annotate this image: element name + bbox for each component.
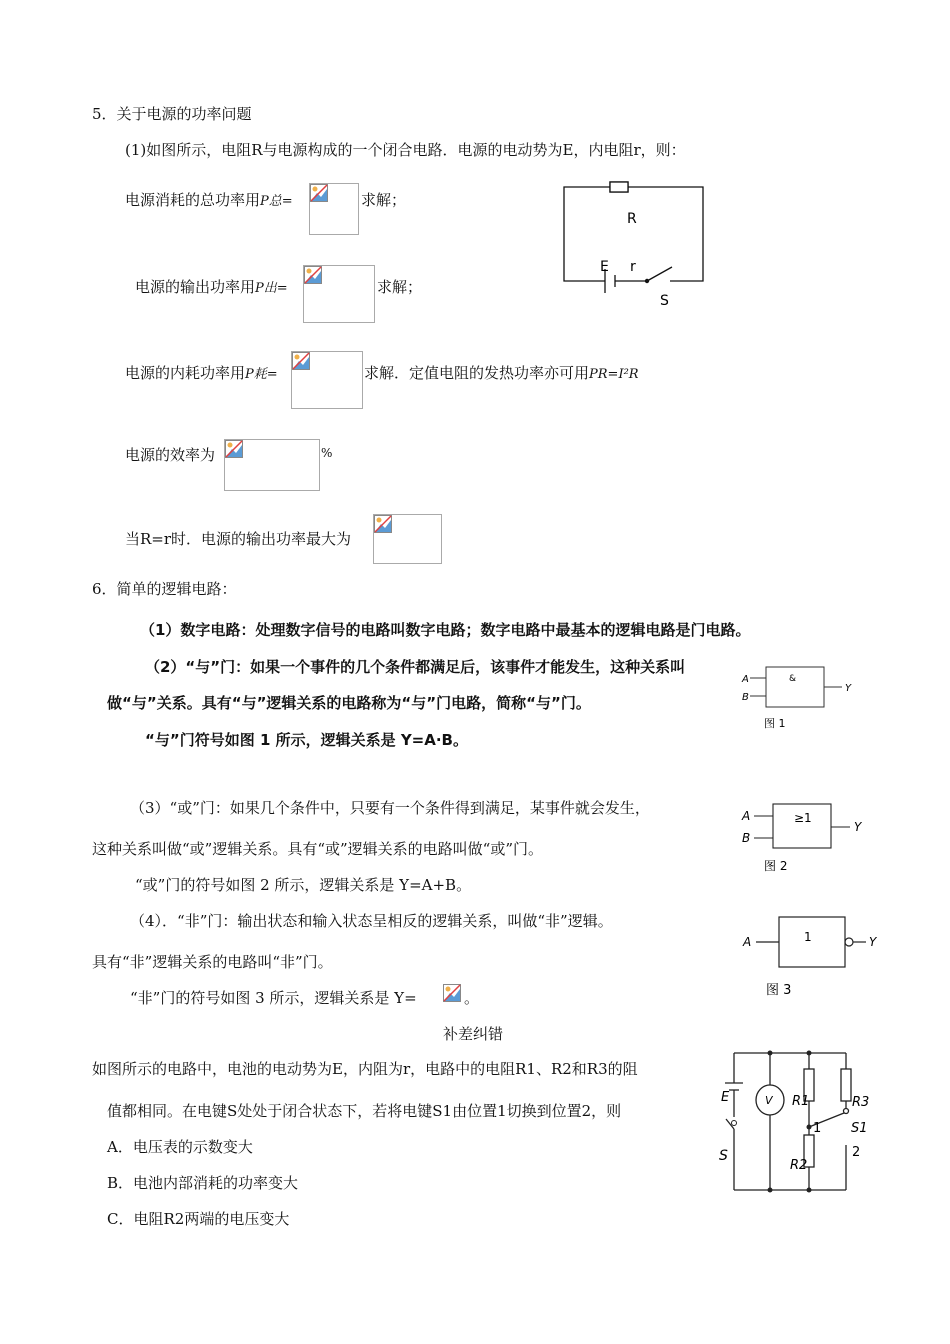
fig1-input-A: A <box>742 674 749 685</box>
label-R3: R3 <box>852 1095 870 1110</box>
or-gate-para-2: 这种关系叫做“或”逻辑关系。具有“或”逻辑关系的电路叫做“或”门。 <box>92 840 544 858</box>
loss-power-line <box>125 362 278 383</box>
efficiency-suffix: % <box>321 446 333 460</box>
fig1-caption: 图 1 <box>764 717 786 730</box>
loss-power-symbol: P耗= <box>245 367 278 382</box>
loss-power-suffix <box>364 362 639 383</box>
and-gate-para-3: “与”门符号如图 1 所示，逻辑关系是 Y=A·B。 <box>145 731 468 749</box>
not-gate-figure <box>740 915 890 1000</box>
not-gate-para-2: 具有“非”逻辑关系的电路叫“非”门。 <box>92 953 333 971</box>
efficiency-prefix: 电源的效率为 <box>125 446 216 464</box>
circuit-diagram-simple <box>560 178 710 313</box>
fig2-output-Y: Y <box>854 820 862 834</box>
label-position-2: 2 <box>852 1145 861 1160</box>
formula-image-not <box>443 984 463 1004</box>
fig3-output-Y: Y <box>869 935 877 949</box>
practice-question-line-2: 值都相同。在电键S处处于闭合状态下，若将电键S1由位置1切换到位置2，则 <box>107 1102 622 1120</box>
label-R: R <box>627 211 637 227</box>
fig3-caption: 图 3 <box>766 983 792 998</box>
loss-power-prefix: 电源的内耗功率用 <box>125 364 246 382</box>
section-6-title: 6．简单的逻辑电路： <box>92 580 237 598</box>
fig1-input-B: B <box>742 692 749 703</box>
fig3-gate-symbol: 1 <box>804 930 812 944</box>
formula-image-loss <box>291 351 363 409</box>
output-power-symbol: P出= <box>255 281 288 296</box>
label-R1: R1 <box>792 1094 810 1109</box>
label-S1: S1 <box>851 1121 868 1136</box>
and-gate-para-2: 做“与”关系。具有“与”逻辑关系的电路称为“与”门电路，简称“与”门。 <box>107 694 591 712</box>
resistor-heat-formula: PR=I²R <box>589 367 639 382</box>
formula-image-max-power <box>373 514 442 564</box>
fig1-output-Y: Y <box>845 683 852 694</box>
label-R2: R2 <box>790 1158 808 1173</box>
digital-circuit-para: （1）数字电路：处理数字信号的电路叫数字电路；数字电路中最基本的逻辑电路是门电路。 <box>140 621 751 639</box>
output-power-prefix: 电源的输出功率用 <box>135 278 256 296</box>
or-gate-para-3: “或”门的符号如图 2 所示，逻辑关系是 Y=A+B。 <box>135 876 472 894</box>
or-gate-figure <box>740 802 870 882</box>
broken-image-icon <box>304 266 322 284</box>
broken-image-icon <box>225 440 243 458</box>
label-E: E <box>600 259 609 275</box>
option-A: A．电压表的示数变大 <box>107 1138 253 1156</box>
section-5-title: 5．关于电源的功率问题 <box>92 105 252 123</box>
practice-heading: 补差纠错 <box>443 1025 504 1043</box>
fig2-input-A: A <box>742 809 751 823</box>
fig2-gate-symbol: ≥1 <box>794 811 812 825</box>
broken-image-icon <box>310 184 328 202</box>
fig1-gate-symbol: & <box>789 674 797 684</box>
label-r: r <box>630 259 636 275</box>
not-gate-para-3: “非”门的符号如图 3 所示，逻辑关系是 Y= <box>130 989 417 1007</box>
label-S2: S <box>719 1148 728 1164</box>
not-gate-para-1: （4）．“非”门：输出状态和输入状态呈相反的逻辑关系，叫做“非”逻辑。 <box>130 912 613 930</box>
formula-image-efficiency <box>224 439 320 491</box>
label-position-1: 1 <box>813 1121 822 1136</box>
fig2-caption: 图 2 <box>764 859 788 873</box>
output-power-line <box>135 276 288 297</box>
voltmeter-V: V <box>765 1094 773 1107</box>
label-S: S <box>660 293 669 309</box>
formula-image-output <box>303 265 375 323</box>
or-gate-para-1: （3）“或”门：如果几个条件中，只要有一个条件得到满足，某事件就会发生， <box>130 799 650 817</box>
formula-image-total <box>309 183 359 235</box>
loss-power-text: 求解．定值电阻的发热功率亦可用 <box>364 364 590 382</box>
total-power-prefix: 电源消耗的总功率用 <box>125 191 261 209</box>
section-5-intro: (1)如图所示，电阻R与电源构成的一个闭合电路．电源的电动势为E，内电阻r，则： <box>125 141 686 159</box>
output-power-suffix: 求解； <box>377 278 423 296</box>
option-C: C．电阻R2两端的电压变大 <box>107 1210 290 1228</box>
broken-image-icon <box>443 984 461 1002</box>
circuit-diagram-practice <box>718 1045 878 1195</box>
option-B: B．电池内部消耗的功率变大 <box>107 1174 299 1192</box>
total-power-suffix: 求解； <box>361 191 407 209</box>
practice-question-line-1: 如图所示的电路中，电池的电动势为E，内阻为r，电路中的电阻R1、R2和R3的阻 <box>92 1060 638 1078</box>
fig2-input-B: B <box>742 831 751 845</box>
broken-image-icon <box>292 352 310 370</box>
label-E2: E <box>721 1090 730 1105</box>
max-power-prefix: 当R=r时．电源的输出功率最大为 <box>125 530 352 548</box>
broken-image-icon <box>374 515 392 533</box>
and-gate-figure <box>740 665 860 735</box>
total-power-line <box>125 189 293 210</box>
and-gate-para-1: （2）“与”门：如果一个事件的几个条件都满足后，该事件才能发生，这种关系叫 <box>145 658 686 676</box>
total-power-symbol: P总= <box>260 194 293 209</box>
fig3-input-A: A <box>743 935 752 949</box>
not-gate-period: 。 <box>464 989 480 1007</box>
